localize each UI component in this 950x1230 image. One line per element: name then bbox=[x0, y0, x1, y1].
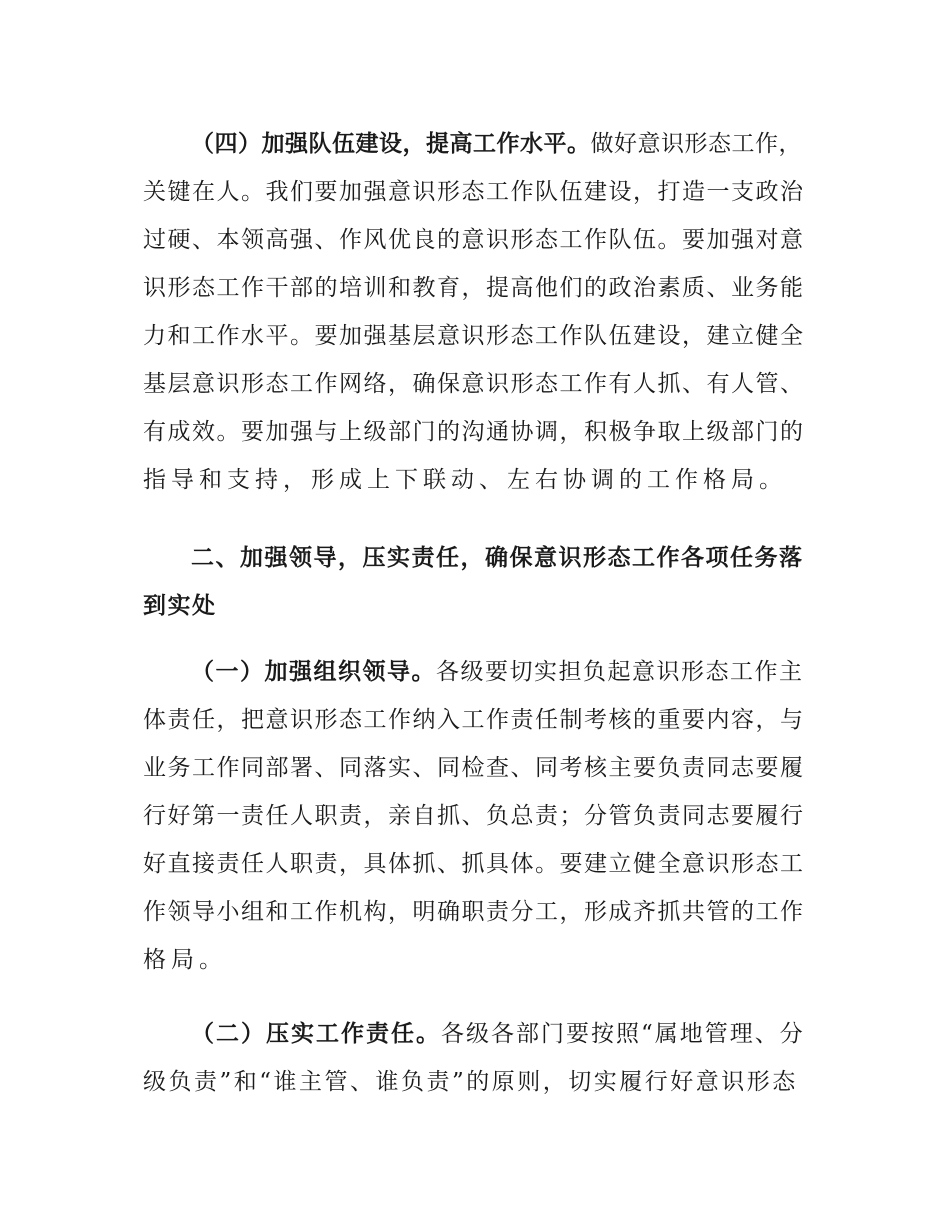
section-heading: 到实处 bbox=[143, 593, 217, 619]
paragraph-line bbox=[191, 652, 804, 692]
paragraph-line: 基层意识形态工作网络，确保意识形态工作有人抓、有人管、 bbox=[143, 371, 805, 397]
paragraph-line bbox=[191, 1014, 805, 1054]
paragraph-line: 级负责”和“谁主管、谁负责”的原则，切实履行好意识形态 bbox=[143, 1069, 798, 1095]
paragraph-line: 好直接责任人职责，具体抓、抓具体。要建立健全意识形态工 bbox=[143, 851, 805, 877]
paragraph-text: 各级要切实担负起意识形态工作主 bbox=[436, 659, 804, 685]
paragraph-text: 做好意识形态工作， bbox=[590, 131, 802, 157]
paragraph-line: 关键在人。我们要加强意识形态工作队伍建设，打造一支政治 bbox=[143, 179, 805, 205]
section-lead: （四）加强队伍建设，提高工作水平。 bbox=[191, 131, 591, 157]
paragraph-line: 作领导小组和工作机构，明确职责分工，形成齐抓共管的工作 bbox=[143, 899, 805, 925]
section-lead: （一）加强组织领导。 bbox=[191, 659, 436, 685]
paragraph-line: 业务工作同部署、同落实、同检查、同考核主要负责同志要履 bbox=[143, 755, 805, 781]
paragraph-line: 力和工作水平。要加强基层意识形态工作队伍建设，建立健全 bbox=[143, 323, 805, 349]
paragraph-line: 过硬、本领高强、作风优良的意识形态工作队伍。要加强对意 bbox=[143, 227, 805, 253]
section-lead: （二）压实工作责任。 bbox=[191, 1021, 441, 1047]
paragraph-line bbox=[191, 124, 802, 164]
paragraph-line: 指导和支持，形成上下联动、左右协调的工作格局。 bbox=[143, 467, 787, 493]
paragraph-line: 行好第一责任人职责，亲自抓、负总责；分管负责同志要履行 bbox=[143, 803, 805, 829]
section-heading: 二、加强领导，压实责任，确保意识形态工作各项任务落 bbox=[191, 545, 804, 571]
paragraph-line: 识形态工作干部的培训和教育，提高他们的政治素质、业务能 bbox=[143, 275, 805, 301]
paragraph-line: 有成效。要加强与上级部门的沟通协调，积极争取上级部门的 bbox=[143, 419, 805, 445]
paragraph-text: 各级各部门要按照“属地管理、分 bbox=[441, 1021, 805, 1047]
paragraph-line: 体责任，把意识形态工作纳入工作责任制考核的重要内容，与 bbox=[143, 707, 805, 733]
paragraph-line: 格局。 bbox=[143, 947, 227, 973]
